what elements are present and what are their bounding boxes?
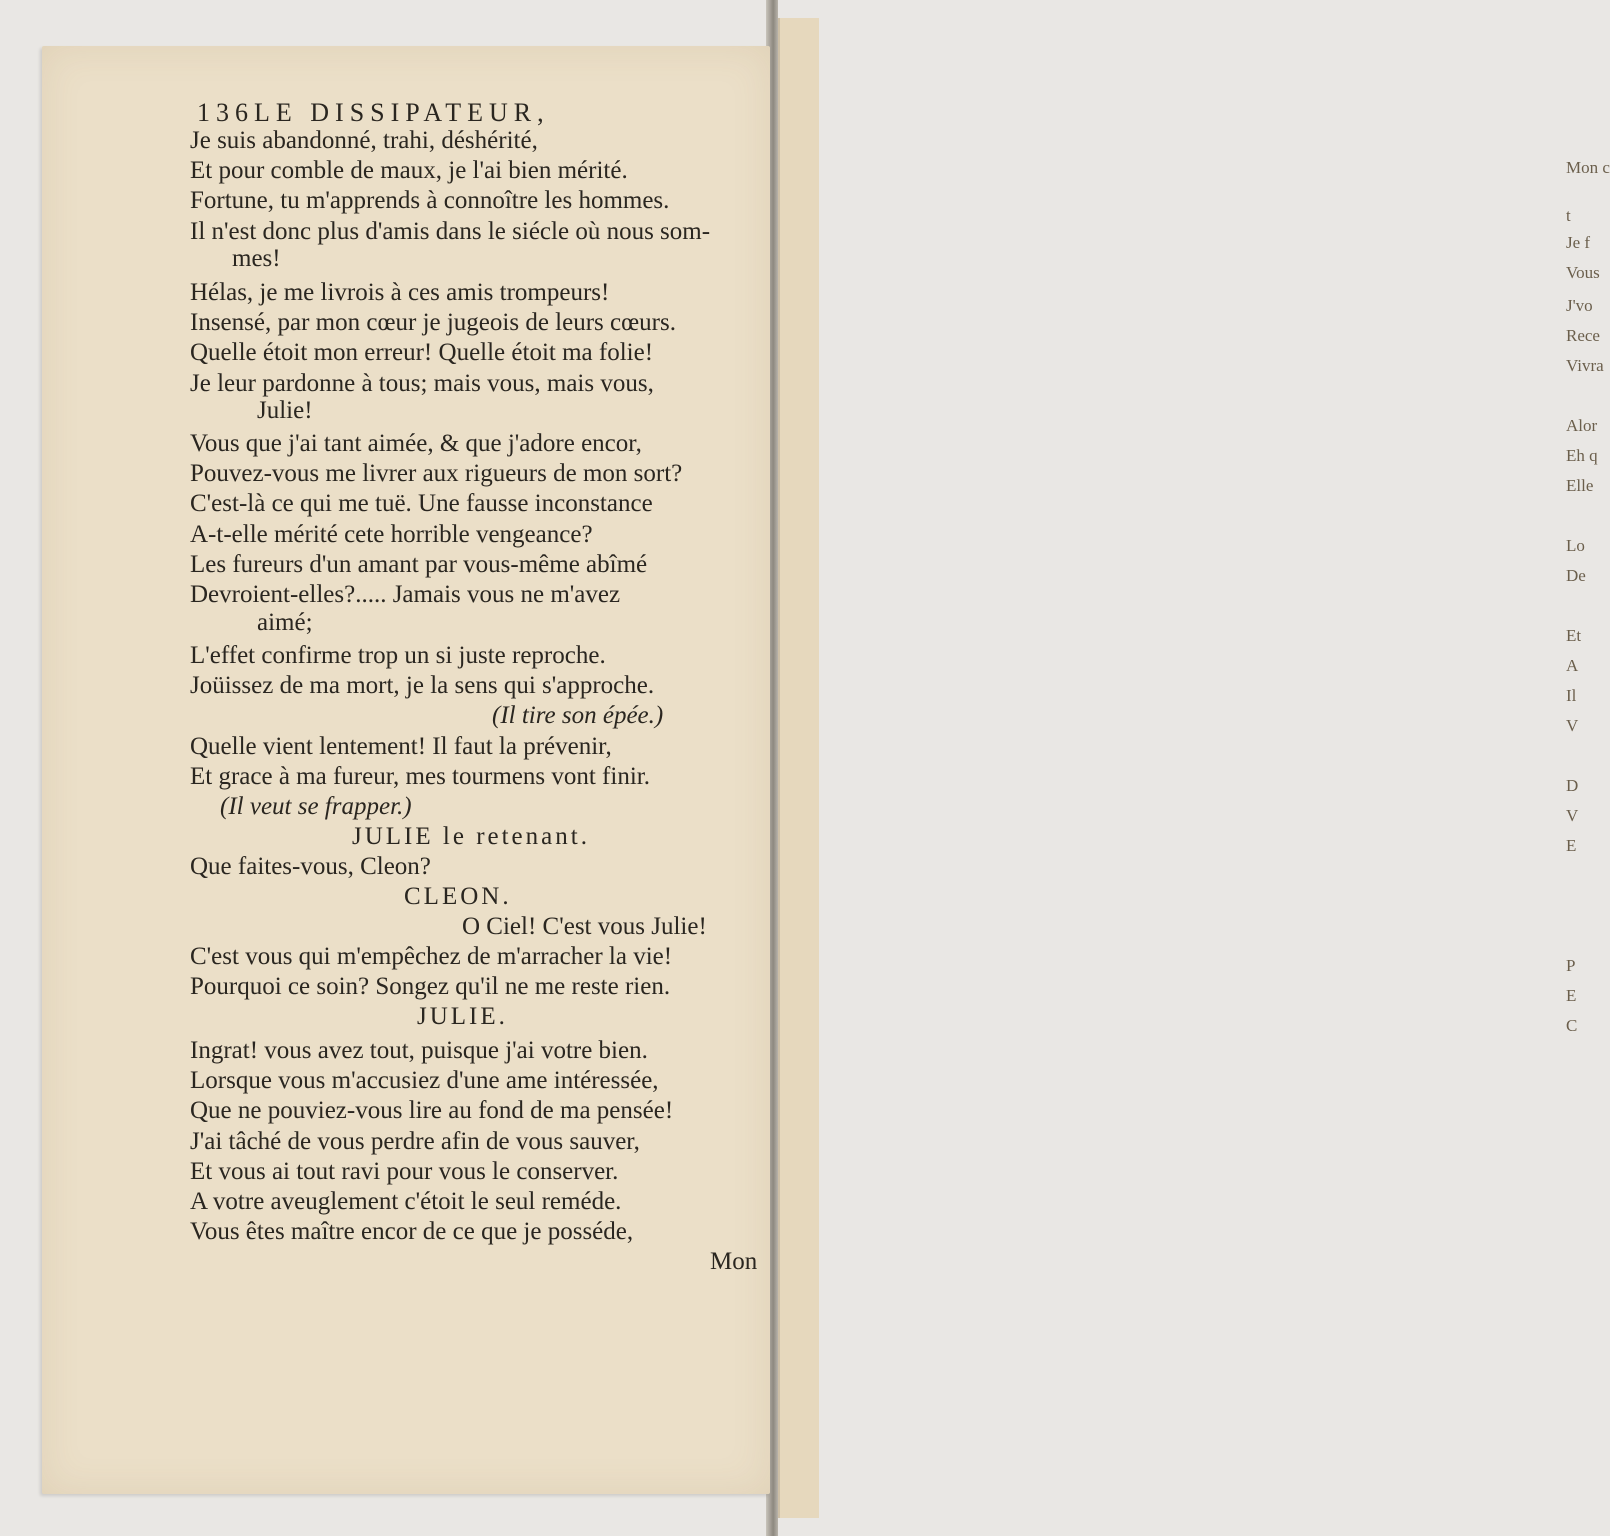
facing-page [778,18,1610,1518]
verse-line: Et vous ai tout ravi pour vous le conserver. [190,1158,619,1185]
verse-line: A-t-elle mérité cete horrible vengeance? [190,521,593,548]
verse-line: Lorsque vous m'accusiez d'une ame intéressée, [190,1067,659,1094]
verse-line: Vous que j'ai tant aimée, & que j'adore encor, [190,430,642,457]
facing-fragment: Rece [1566,326,1600,345]
facing-fragment: Mon c [1566,158,1610,177]
speaker-name: CLEON. [404,883,512,910]
running-title: LE DISSIPATEUR, [254,98,550,127]
verse-line: Que faites-vous, Cleon? [190,853,431,880]
facing-fragment: P [1566,956,1576,975]
page-text [42,46,770,1494]
facing-fragment: Je f [1566,233,1591,252]
verse-line: C'est vous qui m'empêchez de m'arracher la vie! [190,943,673,970]
verse-line: Je leur pardonne à tous; mais vous, mais vous, [190,370,654,397]
verse-line: Il n'est donc plus d'amis dans le siécle où nous som- [190,218,711,245]
verse-line: Joüissez de ma mort, je la sens qui s'approche. [190,672,655,699]
verse-line: Julie! [257,397,313,424]
facing-fragment: A [1566,656,1579,675]
facing-fragment: De [1566,566,1586,585]
facing-fragment: Eh q [1566,446,1598,465]
stage-direction: (Il tire son épée.) [492,702,664,729]
verse-line: Et grace à ma fureur, mes tourmens vont finir. [190,763,650,790]
facing-fragment: E [1566,986,1577,1005]
verse-line: Que ne pouviez-vous lire au fond de ma pensée! [190,1097,674,1124]
verse-line: Les fureurs d'un amant par vous-même abîmé [190,551,648,578]
facing-fragment: Il [1566,686,1577,705]
facing-fragment: E [1566,836,1577,855]
verse-line: Insensé, par mon cœur je jugeois de leurs cœurs. [190,309,676,336]
verse-line: aimé; [257,609,313,636]
facing-fragment: D [1566,776,1579,795]
facing-fragment: Vivra [1566,356,1604,375]
facing-fragment: V [1566,806,1579,825]
verse-line: mes! [232,245,281,272]
verse-line: O Ciel! C'est vous Julie! [462,913,707,940]
catchword: Mon [710,1248,758,1275]
verse-line: Pouvez-vous me livrer aux rigueurs de mon sort? [190,460,683,487]
facing-fragment: t [1566,206,1571,225]
verse-line: A votre aveuglement c'étoit le seul reméde. [190,1188,622,1215]
stage-direction: (Il veut se frapper.) [220,793,412,820]
verse-line: Quelle vient lentement! Il faut la prévenir, [190,733,612,760]
facing-fragment: Et [1566,626,1582,645]
verse-line: Hélas, je me livrois à ces amis trompeurs! [190,279,610,306]
verse-line: C'est-là ce qui me tuë. Une fausse inconstance [190,490,653,517]
facing-fragment: J'vo [1566,296,1593,315]
speaker-name: JULIE. [417,1003,508,1030]
book-page [42,46,770,1494]
facing-fragment: Vous [1566,263,1600,282]
verse-line: L'effet confirme trop un si juste reproche. [190,642,606,669]
verse-line: Et pour comble de maux, je l'ai bien mérité. [190,157,628,184]
facing-fragment: Elle [1566,476,1594,495]
verse-line: Quelle étoit mon erreur! Quelle étoit ma folie! [190,339,654,366]
verse-line: Vous êtes maître encor de ce que je posséde, [190,1218,634,1245]
verse-line: Devroient-elles?..... Jamais vous ne m'avez [190,581,621,608]
verse-line: Fortune, tu m'apprends à connoître les hommes. [190,187,670,214]
page-number: 136 [197,98,254,127]
speaker-name: JULIE le retenant. [352,823,590,850]
facing-fragment: Lo [1566,536,1585,555]
verse-line: Pourquoi ce soin? Songez qu'il ne me reste rien. [190,973,671,1000]
facing-fragment: V [1566,716,1579,735]
verse-line: Je suis abandonné, trahi, déshérité, [190,127,538,154]
verse-line: Ingrat! vous avez tout, puisque j'ai votre bien. [190,1037,648,1064]
verse-line: J'ai tâché de vous perdre afin de vous sauver, [190,1128,640,1155]
facing-fragment: Alor [1566,416,1598,435]
facing-fragment: C [1566,1016,1578,1035]
